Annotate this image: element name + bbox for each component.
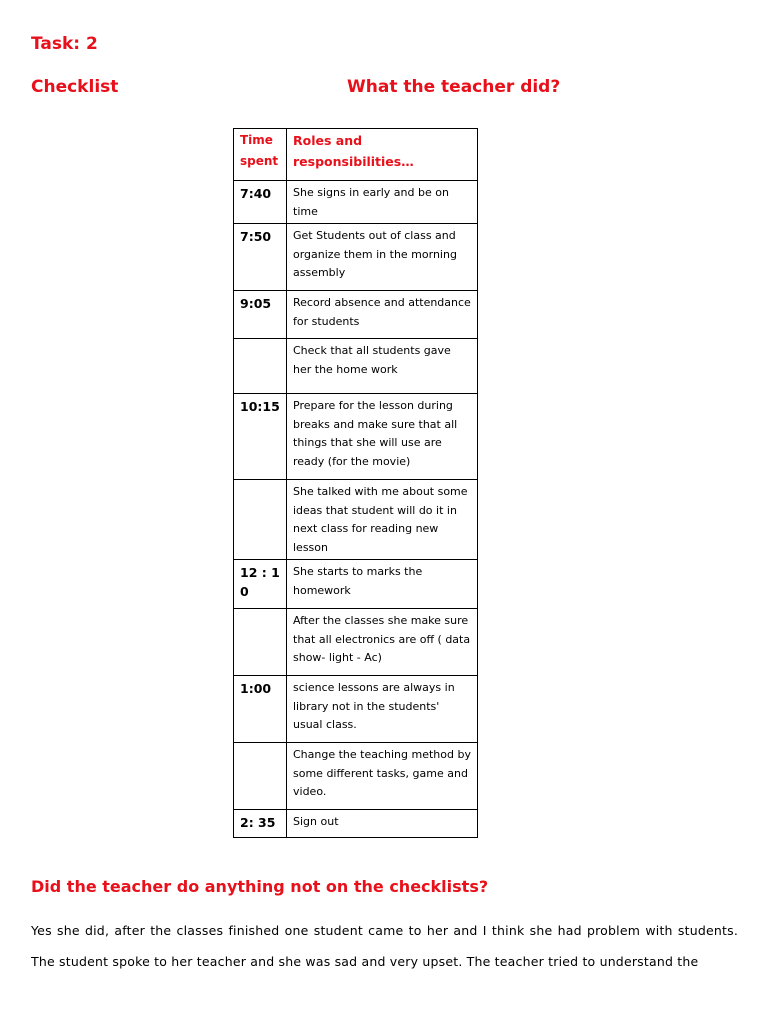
checklist-table — [233, 128, 478, 838]
table-row — [234, 609, 478, 676]
table-row — [234, 291, 478, 339]
role-cell: She starts to marks the homework — [287, 560, 478, 609]
time-cell — [234, 609, 287, 676]
role-cell: Sign out — [287, 810, 478, 838]
time-cell: 9:05 — [234, 291, 287, 339]
role-cell: science lessons are always in library not in the students' usual class. — [287, 676, 478, 743]
role-cell: Prepare for the lesson during breaks and make sure that all things that she will use are ready (for the movie) — [287, 394, 478, 480]
role-cell: Change the teaching method by some different tasks, game and video. — [287, 743, 478, 810]
table-row — [234, 181, 478, 224]
role-cell: Get Students out of class and organize them in the morning assembly — [287, 224, 478, 291]
table-row — [234, 560, 478, 609]
role-cell: After the classes she make sure that all electronics are off ( data show- light - Ac) — [287, 609, 478, 676]
role-cell: She talked with me about some ideas that student will do it in next class for reading new lesson — [287, 480, 478, 560]
role-cell: She signs in early and be on time — [287, 181, 478, 224]
time-cell — [234, 339, 287, 394]
answer-paragraph: Yes she did, after the classes finished one student came to her and I think she had problem with students. The student spoke to her teacher and she was sad and very upset. The teacher tried to understand the — [31, 923, 738, 969]
role-cell: Check that all students gave her the home work — [287, 339, 478, 394]
role-cell: Record absence and attendance for students — [287, 291, 478, 339]
table-header-row — [234, 129, 478, 181]
table-row — [234, 743, 478, 810]
table-row — [234, 339, 478, 394]
time-cell: 7:40 — [234, 181, 287, 224]
table-row — [234, 224, 478, 291]
time-cell: 12 : 10 — [234, 560, 287, 609]
checklist-heading: Checklist — [31, 77, 119, 97]
time-cell: 2: 35 — [234, 810, 287, 838]
what-teacher-did-heading: What the teacher did? — [347, 77, 561, 97]
time-cell: 1:00 — [234, 676, 287, 743]
task-heading: Task: 2 — [31, 34, 98, 54]
table-row — [234, 394, 478, 480]
table-row — [234, 810, 478, 838]
header-roles: Roles and responsibilities… — [287, 129, 478, 181]
question-heading: Did the teacher do anything not on the checklists? — [31, 877, 489, 896]
time-cell — [234, 480, 287, 560]
table-row — [234, 676, 478, 743]
table-row — [234, 480, 478, 560]
header-time-spent: Time spent — [234, 129, 287, 181]
time-cell — [234, 743, 287, 810]
time-cell: 7:50 — [234, 224, 287, 291]
time-cell: 10:15 — [234, 394, 287, 480]
